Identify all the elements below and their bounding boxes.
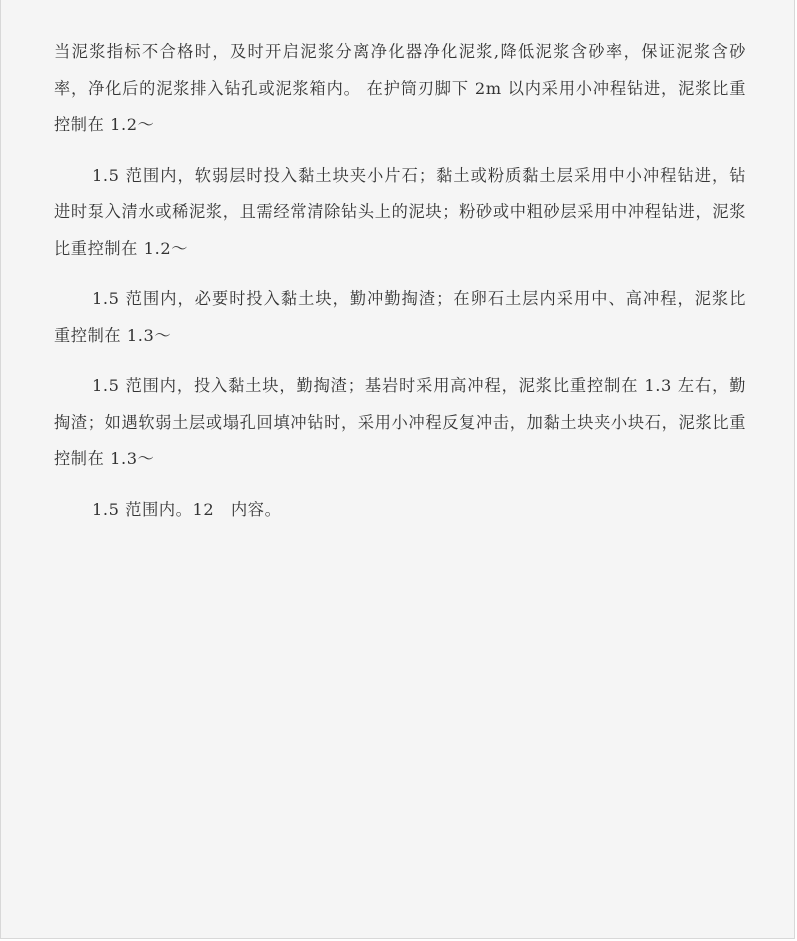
document-body [54, 34, 746, 528]
paragraph-5: 1.5 范围内。12 内容。 [92, 499, 282, 519]
paragraph-2: 1.5 范围内，软弱层时投入黏土块夹小片石；黏土或粉质黏土层采用中小冲程钻进，钻进时泵入清水或稀泥浆，且需经常清除钻头上的泥块；粉砂或中粗砂层采用中冲程钻进，泥浆比重控制在 1.2～ [54, 165, 746, 258]
paragraph-3: 1.5 范围内，必要时投入黏土块，勤冲勤掏渣；在卵石土层内采用中、高冲程，泥浆比重控制在 1.3～ [54, 289, 746, 345]
paragraph-1: 当泥浆指标不合格时，及时开启泥浆分离净化器净化泥浆,降低泥浆含砂率，保证泥浆含砂率，净化后的泥浆排入钻孔或泥浆箱内。 在护筒刃脚下 2m 以内采用小冲程钻进，泥浆比重控制在 1.2～ [54, 42, 746, 134]
paragraph-4: 1.5 范围内，投入黏土块，勤掏渣；基岩时采用高冲程，泥浆比重控制在 1.3 左右，勤掏渣；如遇软弱土层或塌孔回填冲钻时，采用小冲程反复冲击，加黏土块夹小块石，泥浆比重控制在 1.3～ [54, 376, 746, 468]
